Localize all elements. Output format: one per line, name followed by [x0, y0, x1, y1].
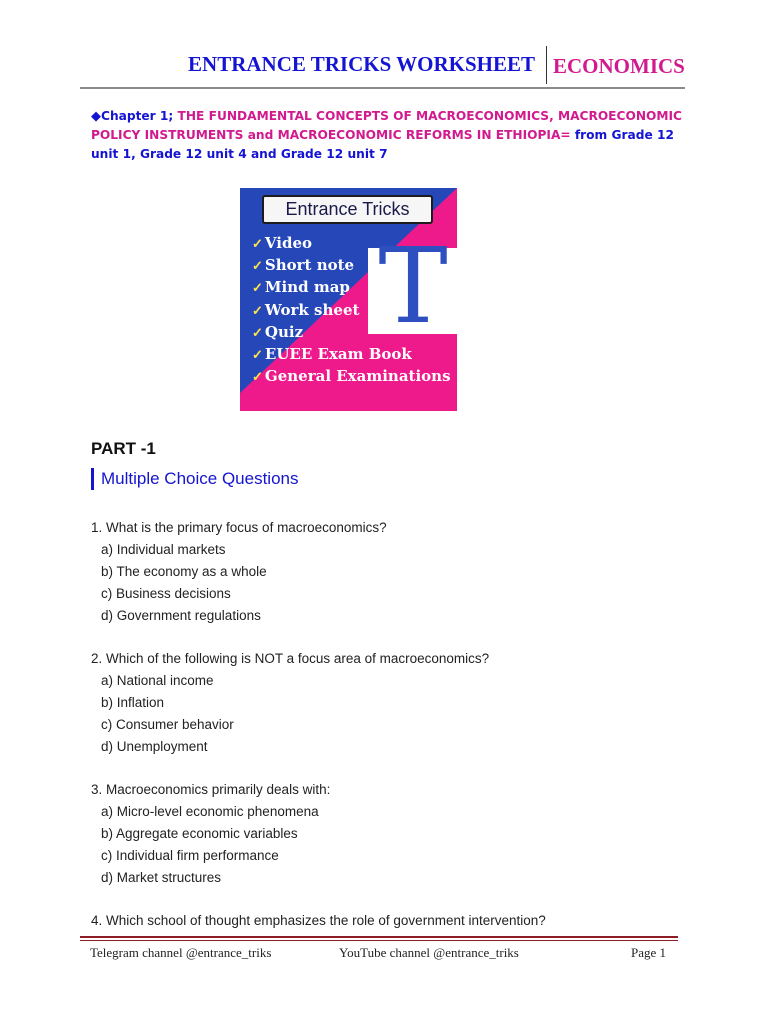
answer-option: a) National income: [101, 673, 214, 688]
footer-rule: [80, 936, 678, 938]
check-icon: ✓: [252, 303, 263, 319]
question-item: [91, 913, 691, 935]
page-header: [80, 44, 685, 90]
subject-label: ECONOMICS: [553, 54, 685, 78]
check-icon: ✓: [252, 259, 263, 275]
page-number: Page 1: [631, 945, 667, 960]
question-item: [91, 520, 691, 630]
logo-t-icon: [368, 225, 457, 347]
check-icon: ✓: [252, 370, 263, 386]
banner-item-label: EUEE Exam Book: [264, 344, 412, 363]
question-item: [91, 782, 691, 892]
question-text: 3. Macroeconomics primarily deals with:: [91, 782, 331, 797]
chapter-topic: THE FUNDAMENTAL CONCEPTS OF MACROECONOMICS, MACROECONOMIC POLICY INSTRUMENTS and MACROECONOMIC REFORMS IN ETHIOPIA=: [91, 109, 682, 142]
entrance-tricks-banner: [240, 188, 457, 411]
footer-rule: [80, 940, 678, 941]
banner-item-label: Mind map: [264, 278, 350, 297]
answer-option: c) Business decisions: [101, 586, 231, 601]
question-item: [91, 651, 691, 761]
answer-option: c) Individual firm performance: [101, 848, 279, 863]
answer-option: a) Individual markets: [101, 542, 226, 557]
answer-option: d) Market structures: [101, 870, 222, 885]
banner-title: Entrance Tricks: [262, 195, 433, 224]
chapter-label: Chapter 1;: [101, 109, 174, 123]
check-icon: ✓: [252, 237, 263, 252]
banner-item: [252, 365, 451, 387]
answer-option: b) Aggregate economic variables: [101, 826, 298, 841]
answer-option: b) The economy as a whole: [101, 564, 267, 579]
banner-item-label: General Examinations: [264, 367, 451, 386]
answer-option: d) Government regulations: [101, 608, 261, 623]
question-text: 2. Which of the following is NOT a focus area of macroeconomics?: [91, 651, 490, 666]
check-icon: ✓: [252, 281, 263, 297]
worksheet-title: ENTRANCE TRICKS WORKSHEET: [188, 52, 535, 76]
part-heading: PART -1: [91, 439, 156, 458]
banner-item-label: Short note: [264, 256, 355, 275]
question-text: 4. Which school of thought emphasizes the role of government intervention?: [91, 913, 546, 928]
header-rule: [80, 87, 685, 89]
answer-option: a) Micro-level economic phenomena: [101, 804, 319, 819]
question-list: [91, 520, 691, 956]
youtube-channel-text: YouTube channel @entrance_triks: [339, 945, 519, 960]
banner-item-label: Work sheet: [264, 300, 360, 319]
check-icon: ✓: [252, 347, 263, 363]
diamond-bullet-icon: ◆: [91, 109, 101, 124]
header-divider: [546, 46, 547, 84]
section-title: Multiple Choice Questions: [91, 468, 298, 490]
check-icon: ✓: [252, 325, 263, 341]
question-text: 1. What is the primary focus of macroeconomics?: [91, 520, 387, 535]
answer-option: b) Inflation: [101, 695, 165, 710]
telegram-channel-text: Telegram channel @entrance_triks: [90, 945, 272, 960]
answer-option: c) Consumer behavior: [101, 717, 234, 732]
logo-letter: T: [378, 225, 448, 347]
banner-item-label: Video: [264, 234, 313, 252]
answer-option: d) Unemployment: [101, 739, 208, 754]
chapter-heading: [91, 107, 691, 164]
chapter-source: from Grade 12 unit 1, Grade 12 unit 4 and Grade 12 unit 7: [91, 128, 674, 161]
banner-item-label: Quiz: [264, 322, 304, 341]
